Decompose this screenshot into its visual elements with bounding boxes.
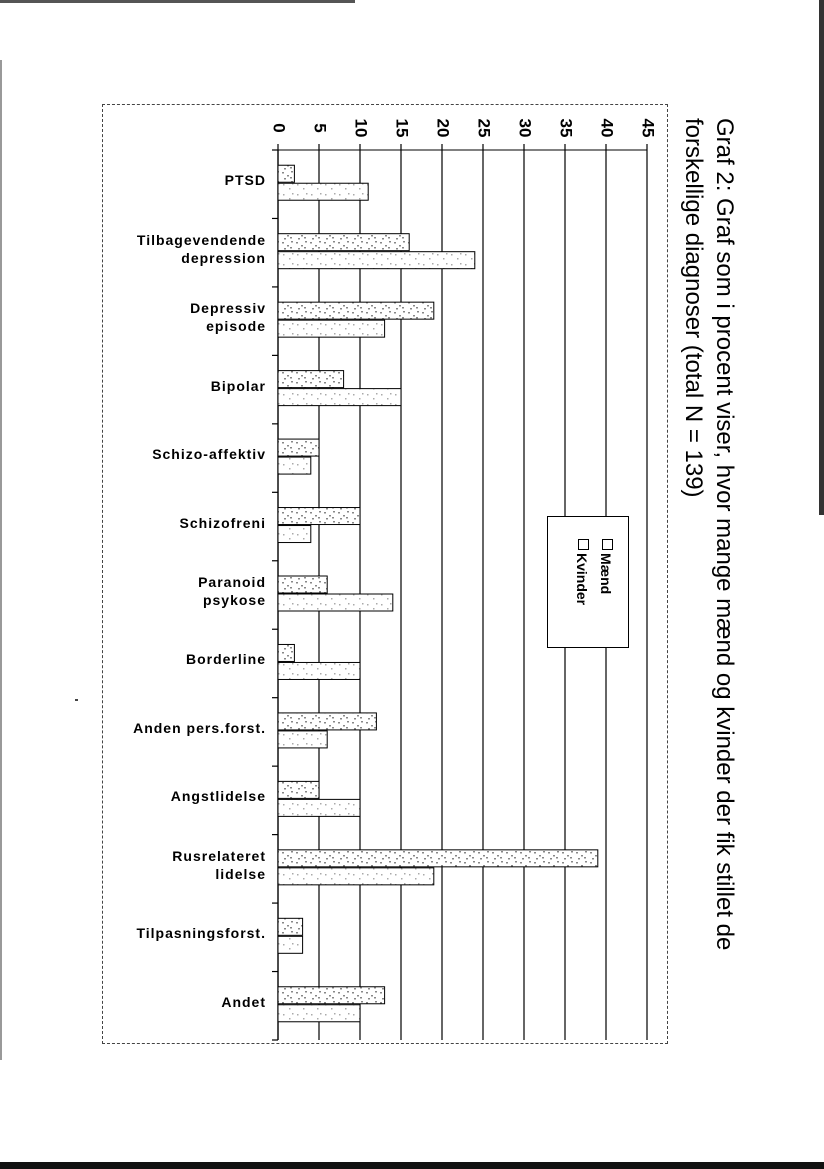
- value-tick-label-5: 5: [310, 123, 330, 133]
- bar-kvinder-5: [278, 526, 311, 543]
- value-tick-label-30: 30: [515, 118, 535, 138]
- bar-maend-8: [278, 713, 376, 730]
- legend-swatch-maend: [602, 539, 613, 550]
- bar-maend-12: [278, 987, 385, 1004]
- category-label: [86, 787, 266, 805]
- bar-maend-10: [278, 850, 598, 867]
- category-label: [86, 171, 266, 189]
- category-label-line: Anden pers.forst.: [133, 719, 266, 736]
- category-label: [86, 719, 266, 737]
- bar-maend-5: [278, 508, 360, 525]
- category-label-line: lidelse: [215, 865, 266, 882]
- legend-label-maend: Mænd: [598, 553, 614, 595]
- category-label-line: PTSD: [224, 172, 266, 189]
- bar-kvinder-6: [278, 594, 393, 611]
- category-label: [86, 445, 266, 463]
- category-label-line: Bipolar: [210, 377, 266, 394]
- bar-kvinder-7: [278, 662, 360, 679]
- category-label: [86, 650, 266, 668]
- bar-maend-1: [278, 234, 409, 251]
- bar-kvinder-12: [278, 1005, 360, 1022]
- bar-kvinder-3: [278, 389, 401, 406]
- bar-kvinder-9: [278, 799, 360, 816]
- bar-kvinder-11: [278, 936, 303, 953]
- bar-maend-9: [278, 781, 319, 798]
- category-label: [86, 299, 266, 335]
- value-tick-label-40: 40: [597, 118, 617, 138]
- bar-kvinder-8: [278, 731, 327, 748]
- category-label: [86, 231, 266, 267]
- bar-kvinder-2: [278, 320, 385, 337]
- legend-item-kvinder: [574, 539, 590, 605]
- value-tick-label-45: 45: [638, 118, 658, 138]
- category-label-line: Depressiv: [190, 300, 266, 317]
- bar-kvinder-4: [278, 457, 311, 474]
- value-tick-label-35: 35: [556, 118, 576, 138]
- chart-title-line-1: Graf 2: Graf som i procent viser, hvor mange mænd og kvinder der fik stillet de: [711, 118, 738, 951]
- bar-maend-3: [278, 371, 344, 388]
- chart-title-line-2: forskellige diagnoser (total N = 139): [680, 118, 707, 498]
- value-tick-label-0: 0: [269, 123, 289, 133]
- category-label: [86, 847, 266, 883]
- category-label: [86, 924, 266, 942]
- category-label-line: Borderline: [185, 651, 266, 668]
- bar-maend-6: [278, 576, 327, 593]
- category-label-line: psykose: [202, 592, 266, 608]
- category-label-line: Schizofreni: [179, 514, 266, 531]
- category-label-line: Schizo-affektiv: [152, 446, 266, 463]
- bar-kvinder-1: [278, 252, 475, 269]
- category-label-line: Angstlidelse: [170, 788, 266, 805]
- bar-maend-7: [278, 644, 294, 661]
- category-label-line: episode: [206, 318, 266, 335]
- value-tick-label-20: 20: [433, 118, 453, 138]
- category-label-line: Tilpasningsforst.: [136, 925, 266, 942]
- legend-label-kvinder: Kvinder: [574, 553, 590, 606]
- category-label-line: depression: [181, 249, 266, 266]
- value-tick-label-25: 25: [474, 118, 494, 138]
- category-label: [86, 377, 266, 395]
- bar-maend-4: [278, 439, 319, 456]
- bar-maend-2: [278, 302, 434, 319]
- category-label: [86, 514, 266, 532]
- category-label: [86, 993, 266, 1011]
- category-label-line: Tilbagevendende: [136, 231, 266, 248]
- category-label-line: Paranoid: [198, 574, 266, 590]
- bar-maend-0: [278, 165, 294, 182]
- category-label: [86, 573, 266, 609]
- value-tick-label-10: 10: [351, 118, 371, 138]
- legend-item-maend: [598, 539, 614, 594]
- legend: [547, 516, 629, 648]
- category-label-line: Andet: [221, 993, 266, 1010]
- legend-swatch-kvinder: [578, 539, 589, 550]
- bar-kvinder-10: [278, 868, 434, 885]
- category-label-line: Rusrelateret: [172, 847, 266, 864]
- bar-maend-11: [278, 918, 303, 935]
- value-tick-label-15: 15: [392, 118, 412, 138]
- bar-kvinder-0: [278, 183, 368, 200]
